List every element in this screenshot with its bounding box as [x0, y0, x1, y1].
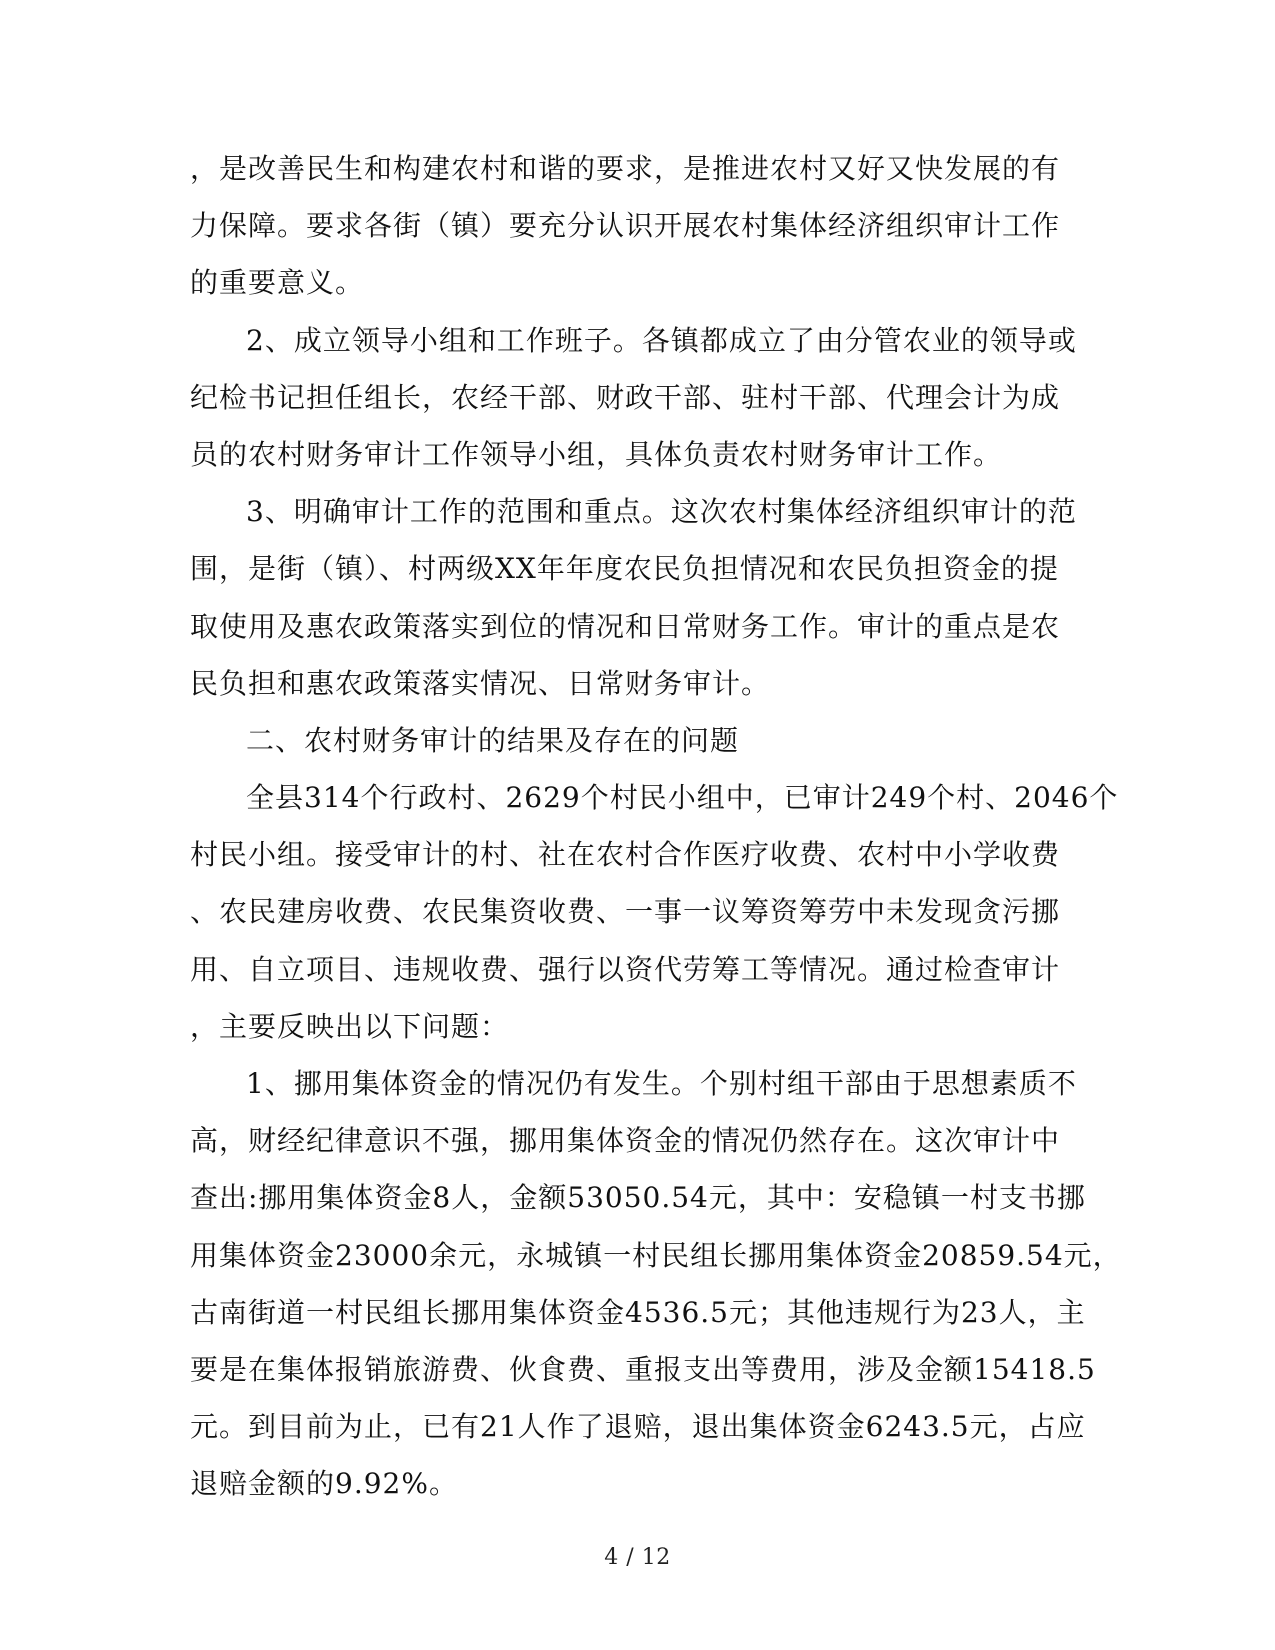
text-line: 1、挪用集体资金的情况仍有发生。个别村组干部由于思想素质不 — [246, 1067, 1077, 1100]
text-line: 退赔金额的9.92%。 — [190, 1467, 458, 1501]
text-line: 2、成立领导小组和工作班子。各镇都成立了由分管农业的领导或 — [246, 323, 1077, 357]
document-body — [190, 140, 1122, 1513]
text-line: 员的农村财务审计工作领导小组，具体负责农村财务审计工作。 — [190, 437, 1003, 471]
text-line: 用、自立项目、违规收费、强行以资代劳筹工等情况。通过检查审计 — [190, 952, 1061, 986]
text-line: 高，财经纪律意识不强，挪用集体资金的情况仍然存在。这次审计中 — [190, 1124, 1061, 1158]
text-line: 要是在集体报销旅游费、伙食费、重报支出等费用，涉及金额15418.5 — [190, 1352, 1096, 1386]
text-line: 民负担和惠农政策落实情况、日常财务审计。 — [190, 666, 771, 700]
text-line: 村民小组。接受审计的村、社在农村合作医疗收费、农村中小学收费 — [190, 838, 1061, 872]
text-line: 、农民建房收费、农民集资收费、一事一议筹资筹劳中未发现贪污挪 — [190, 895, 1061, 929]
text-line: 用集体资金23000余元，永城镇一村民组长挪用集体资金20859.54元， — [190, 1238, 1122, 1272]
text-line: 围，是街（镇）、村两级XX年年度农民负担情况和农民负担资金的提 — [190, 552, 1059, 586]
text-line: 二、农村财务审计的结果及存在的问题 — [246, 723, 740, 757]
text-line: ，是改善民生和构建农村和谐的要求，是推进农村又好又快发展的有 — [190, 152, 1061, 185]
text-line: 古南街道一村民组长挪用集体资金4536.5元；其他违规行为23人，主 — [190, 1295, 1086, 1329]
text-line: 全县314个行政村、2629个村民小组中，已审计249个村、2046个 — [246, 781, 1119, 815]
text-line: 元。到目前为止，已有21人作了退赔，退出集体资金6243.5元，占应 — [190, 1410, 1086, 1444]
text-line: 纪检书记担任组长，农经干部、财政干部、驻村干部、代理会计为成 — [190, 380, 1061, 414]
text-line: 3、明确审计工作的范围和重点。这次农村集体经济组织审计的范 — [246, 495, 1077, 529]
text-line: ，主要反映出以下问题： — [190, 1009, 510, 1043]
page-number: 4 / 12 — [604, 1545, 671, 1570]
text-line: 力保障。要求各街（镇）要充分认识开展农村集体经济组织审计工作 — [190, 209, 1061, 243]
text-line: 取使用及惠农政策落实到位的情况和日常财务工作。审计的重点是农 — [190, 609, 1061, 643]
text-line: 的重要意义。 — [190, 266, 365, 300]
text-line: 查出:挪用集体资金8人，金额53050.54元，其中：安稳镇一村支书挪 — [190, 1181, 1086, 1215]
